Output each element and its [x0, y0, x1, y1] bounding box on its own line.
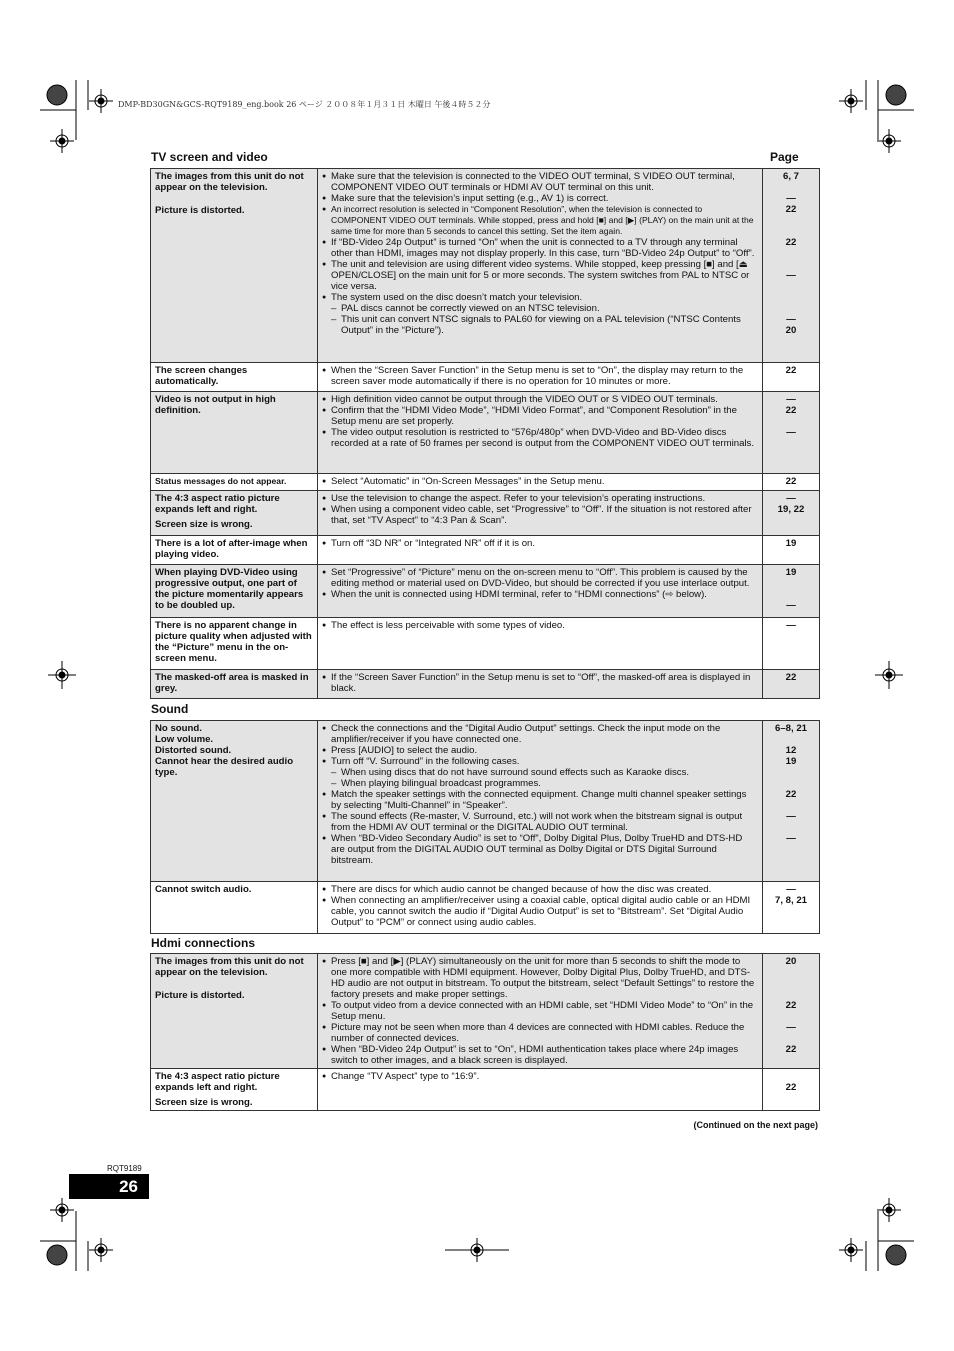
remedy-cell: [318, 392, 763, 474]
remedy-item: ● When using a component video cable, set “Progressive” to “Off”. If the situation is not restored after that, set “TV Aspect” to “4:3 Pan & Scan”.: [322, 504, 758, 526]
page-ref: [767, 1033, 815, 1044]
remedy-item: ● Press [■] and [▶] (PLAY) simultaneously on the unit for more than 5 seconds to shift the mode to one more compatible with HDMI equipment. However, Dolby Digital Plus, Dolby TrueHD, and DTS-HD audio are not output in bitstream. To output the bitstream, select “Default Settings” to restore the factory presets and make proper settings.: [322, 956, 758, 1000]
remedy-item: ● The sound effects (Re-master, V. Surround, etc.) will not work when the bitstream signal is output from the HDMI AV OUT terminal or the DIGITAL AUDIO OUT terminal.: [322, 811, 758, 833]
page-ref: 22: [785, 789, 797, 800]
remedy-item: ● If the “Screen Saver Function” in the Setup menu is set to “Off”, the masked-off area is displayed in black.: [322, 672, 758, 694]
page-ref: —: [786, 394, 796, 405]
symptom-text: The screen changes automatically.: [155, 365, 248, 387]
table-row: [151, 565, 820, 618]
page-ref: [767, 800, 815, 811]
page-ref-cell: [763, 618, 820, 670]
symptom-text: Screen size is wrong.: [155, 1097, 253, 1108]
remedy-item: ● Make sure that the television’s input setting (e.g., AV 1) is correct.: [322, 193, 758, 204]
symptom-cell: [151, 1069, 318, 1111]
page-ref-cell: [763, 474, 820, 491]
page-ref: 22: [785, 405, 797, 416]
page-ref: 7, 8, 21: [774, 895, 807, 906]
page-ref: —: [786, 193, 796, 204]
page-ref: [767, 248, 815, 259]
remedy-item: ● If “BD-Video 24p Output” is turned “On” when the unit is connected to a TV through any terminal other than HDMI, images may not display properly. In this case, turn “BD-Video 24p Output” to “Off”.: [322, 237, 758, 259]
symptom-text: The masked-off area is masked in grey.: [155, 672, 309, 694]
page-ref: 19, 22: [777, 504, 805, 515]
troubleshooting-table-tv: [150, 168, 820, 699]
symptom-text: There is a lot of after-image when playing video.: [155, 538, 308, 560]
page-ref: —: [786, 270, 796, 281]
symptom-text: Video is not output in high definition.: [155, 394, 276, 416]
remedy-item: ● Turn off “V. Surround” in the following cases.: [322, 756, 758, 767]
symptom-text: The 4:3 aspect ratio picture expands left and right.: [155, 493, 280, 515]
page-ref-cell: [763, 363, 820, 392]
page-ref-cell: [763, 491, 820, 536]
page-ref: 19: [785, 756, 797, 767]
symptom-text: Screen size is wrong.: [155, 519, 253, 530]
remedy-item: ● The video output resolution is restricted to “576p/480p” when DVD-Video and BD-Video discs recorded at a rate of 50 frames per second is output from the COMPONENT VIDEO OUT terminals.: [322, 427, 758, 449]
page-ref: —: [786, 620, 796, 631]
page-ref: 12: [785, 745, 797, 756]
remedy-cell: [318, 1069, 763, 1111]
page-ref: —: [786, 884, 796, 895]
remedy-item: ● Set “Progressive” of “Picture” menu on the on-screen menu to “Off”. This problem is caused by the editing method or material used on DVD-Video, but should be corrected if you use interlace output.: [322, 567, 758, 589]
page-ref-cell: [763, 565, 820, 618]
troubleshooting-table-sound: [150, 720, 820, 934]
page-ref: [767, 822, 815, 833]
table-row: [151, 474, 820, 491]
table-row: [151, 536, 820, 565]
remedy-item: ● An incorrect resolution is selected in “Component Resolution”, when the television is connected to COMPONENT VIDEO OUT terminals. While stopped, press and hold [■] and [▶] (PLAY) on the main unit at the same time for more than 5 seconds to cancel this setting. Set the item again.: [322, 204, 758, 237]
remedy-item: ● Change “TV Aspect” type to “16:9”.: [322, 1071, 758, 1082]
page-ref: [767, 292, 815, 303]
symptom-cell: [151, 670, 318, 699]
symptom-cell: [151, 474, 318, 491]
table-row: [151, 1069, 820, 1111]
symptom-text: The images from this unit do not appear on the television.: [155, 956, 304, 978]
page-ref: [767, 182, 815, 193]
remedy-item: ● When “BD-Video 24p Output” is set to “On”, HDMI authentication takes place where 24p images switch to other images, and a black screen is displayed.: [322, 1044, 758, 1066]
symptom-cell: [151, 882, 318, 934]
page-ref: 6–8, 21: [774, 723, 807, 734]
page-ref-cell: [763, 536, 820, 565]
page-ref: 6, 7: [782, 171, 799, 182]
troubleshooting-table-hdmi: [150, 953, 820, 1111]
page-number: 26: [119, 1177, 138, 1196]
file-header-line: DMP-BD30GN&GCS-RQT9189_eng.book 26 ページ ２００８年１月３１日 木曜日 午後４時５２分: [118, 100, 491, 109]
section-title-tv: TV screen and video: [151, 150, 268, 164]
remedy-cell: [318, 536, 763, 565]
symptom-text: Distorted sound.: [155, 745, 232, 756]
remedy-item: ● There are discs for which audio cannot be changed because of how the disc was created.: [322, 884, 758, 895]
symptom-cell: [151, 363, 318, 392]
remedy-subitem: – When using discs that do not have surround sound effects such as Karaoke discs.: [322, 767, 758, 778]
page-ref: [767, 416, 815, 427]
remedy-cell: [318, 491, 763, 536]
remedy-cell: [318, 954, 763, 1069]
remedy-cell: [318, 882, 763, 934]
symptom-text: Cannot switch audio.: [155, 884, 252, 895]
page-ref: 22: [785, 365, 797, 376]
page-ref-cell: [763, 392, 820, 474]
page-ref: 19: [785, 538, 797, 549]
remedy-item: ● When connecting an amplifier/receiver using a coaxial cable, optical digital audio cable or an HDMI cable, you cannot switch the audio if “Digital Audio Output” is set to “Bitstream”. Set “Digital Audio Output” to “PCM” or connect using audio cables.: [322, 895, 758, 928]
symptom-text: There is no apparent change in picture quality when adjusted with the “Picture” menu in the on-screen menu.: [155, 620, 312, 664]
remedy-cell: [318, 169, 763, 363]
symptom-cell: [151, 618, 318, 670]
page-ref: 20: [785, 956, 797, 967]
remedy-subitem: – PAL discs cannot be correctly viewed on an NTSC television.: [322, 303, 758, 314]
symptom-cell: [151, 565, 318, 618]
page-ref: [767, 767, 815, 778]
remedy-item: ● The unit and television are using different video systems. While stopped, keep pressing [■] and [⏏ OPEN/CLOSE] on the main unit for 5 or more seconds. The system switches from PAL to NTSC or vice versa.: [322, 259, 758, 292]
page-ref: [767, 978, 815, 989]
symptom-cell: [151, 721, 318, 882]
remedy-item: ● Check the connections and the “Digital Audio Output” settings. Check the input mode on the amplifier/receiver if you have connected one.: [322, 723, 758, 745]
page-ref: 20: [785, 325, 797, 336]
page-ref-cell: [763, 721, 820, 882]
page-ref: 22: [785, 204, 797, 215]
page-ref: [767, 281, 815, 292]
symptom-cell: [151, 954, 318, 1069]
page-ref-cell: [763, 169, 820, 363]
symptom-cell: [151, 169, 318, 363]
symptom-text: When playing DVD-Video using progressive output, one part of the picture momentarily appears to be doubled up.: [155, 567, 304, 611]
continued-note: (Continued on the next page): [693, 1120, 818, 1130]
remedy-item: ● High definition video cannot be output through the VIDEO OUT or S VIDEO OUT terminals.: [322, 394, 758, 405]
page-ref: —: [786, 600, 796, 611]
remedy-item: ● Select “Automatic” in “On-Screen Messages” in the Setup menu.: [322, 476, 758, 487]
symptom-text: Low volume.: [155, 734, 214, 745]
page-ref: [767, 778, 815, 789]
remedy-item: ● When the “Screen Saver Function” in the Setup menu is set to “On”, the display may return to the screen saver mode automatically if there is no operation for 10 minutes or more.: [322, 365, 758, 387]
symptom-text: The 4:3 aspect ratio picture expands left and right.: [155, 1071, 280, 1093]
symptom-text: No sound.: [155, 723, 202, 734]
remedy-item: ● When “BD-Video Secondary Audio” is set to “Off”, Dolby Digital Plus, Dolby TrueHD and DTS-HD are output from the DIGITAL AUDIO OUT terminal as Dolby Digital or DTS Digital Surround bitstream.: [322, 833, 758, 866]
page-ref: —: [786, 1022, 796, 1033]
table-row: [151, 954, 820, 1069]
page-ref: [767, 226, 815, 237]
page-ref: [767, 989, 815, 1000]
remedy-subitem: – This unit can convert NTSC signals to PAL60 for viewing on a PAL television (“NTSC Contents Output” in the “Picture”).: [322, 314, 758, 336]
remedy-cell: [318, 363, 763, 392]
page-ref-cell: [763, 1069, 820, 1111]
remedy-item: ● The system used on the disc doesn’t match your television.: [322, 292, 758, 303]
page-ref: [767, 578, 815, 589]
table-row: [151, 882, 820, 934]
remedy-item: ● Match the speaker settings with the connected equipment. Change multi channel speaker settings by selecting “Multi-Channel” in “Speaker”.: [322, 789, 758, 811]
page-ref: 22: [785, 237, 797, 248]
remedy-item: ● Make sure that the television is connected to the VIDEO OUT terminal, S VIDEO OUT terminal, COMPONENT VIDEO OUT terminals or HDMI AV OUT terminal on this unit.: [322, 171, 758, 193]
section-title-sound: Sound: [151, 702, 189, 716]
page-ref: 22: [785, 1000, 797, 1011]
page-ref: 22: [785, 476, 797, 487]
table-row: [151, 363, 820, 392]
remedy-item: ● Confirm that the “HDMI Video Mode”, “HDMI Video Format”, and “Component Resolution” in the Setup menu are set properly.: [322, 405, 758, 427]
symptom-cell: [151, 536, 318, 565]
remedy-cell: [318, 474, 763, 491]
remedy-item: ● The effect is less perceivable with some types of video.: [322, 620, 758, 631]
page-ref: 19: [785, 567, 797, 578]
symptom-text: Cannot hear the desired audio type.: [155, 756, 294, 778]
table-row: [151, 169, 820, 363]
page-ref-cell: [763, 882, 820, 934]
remedy-cell: [318, 721, 763, 882]
remedy-subitem: – When playing bilingual broadcast programmes.: [322, 778, 758, 789]
remedy-item: ● Use the television to change the aspect. Refer to your television’s operating instructions.: [322, 493, 758, 504]
page-ref: 22: [785, 1082, 797, 1093]
page-ref: 22: [785, 1044, 797, 1055]
remedy-item: ● When the unit is connected using HDMI terminal, refer to “HDMI connections” (⇨ below).: [322, 589, 758, 600]
page-ref: [767, 734, 815, 745]
remedy-item: ● Turn off “3D NR” or “Integrated NR” off if it is on.: [322, 538, 758, 549]
symptom-cell: [151, 392, 318, 474]
page-ref: [767, 589, 815, 600]
page-ref: [767, 967, 815, 978]
page-ref: [767, 1011, 815, 1022]
page-ref: [767, 1071, 815, 1082]
remedy-cell: [318, 670, 763, 699]
symptom-text: Picture is distorted.: [155, 990, 245, 1001]
symptom-text: Picture is distorted.: [155, 205, 245, 216]
page-ref: [767, 215, 815, 226]
page-ref-cell: [763, 954, 820, 1069]
remedy-item: ● Picture may not be seen when more than 4 devices are connected with HDMI cables. Reduce the number of connected devices.: [322, 1022, 758, 1044]
model-code: RQT9189: [107, 1164, 142, 1173]
remedy-cell: [318, 565, 763, 618]
symptom-text: The images from this unit do not appear on the television.: [155, 171, 304, 193]
page-number-box: [69, 1174, 149, 1199]
page-ref: —: [786, 493, 796, 504]
page-ref: —: [786, 811, 796, 822]
page-ref: [767, 303, 815, 314]
page-ref: —: [786, 833, 796, 844]
symptom-text: Status messages do not appear.: [155, 476, 287, 486]
section-title-hdmi: Hdmi connections: [151, 936, 256, 950]
table-row: [151, 618, 820, 670]
symptom-cell: [151, 491, 318, 536]
remedy-item: ● To output video from a device connected with an HDMI cable, set “HDMI Video Mode” to “On” in the Setup menu.: [322, 1000, 758, 1022]
page-ref: —: [786, 427, 796, 438]
page-column-header: Page: [770, 150, 799, 164]
page-ref: —: [786, 314, 796, 325]
page-ref: [767, 259, 815, 270]
page-ref-cell: [763, 670, 820, 699]
table-row: [151, 670, 820, 699]
page-ref: 22: [785, 672, 797, 683]
table-row: [151, 491, 820, 536]
remedy-cell: [318, 618, 763, 670]
table-row: [151, 721, 820, 882]
table-row: [151, 392, 820, 474]
remedy-item: ● Press [AUDIO] to select the audio.: [322, 745, 758, 756]
